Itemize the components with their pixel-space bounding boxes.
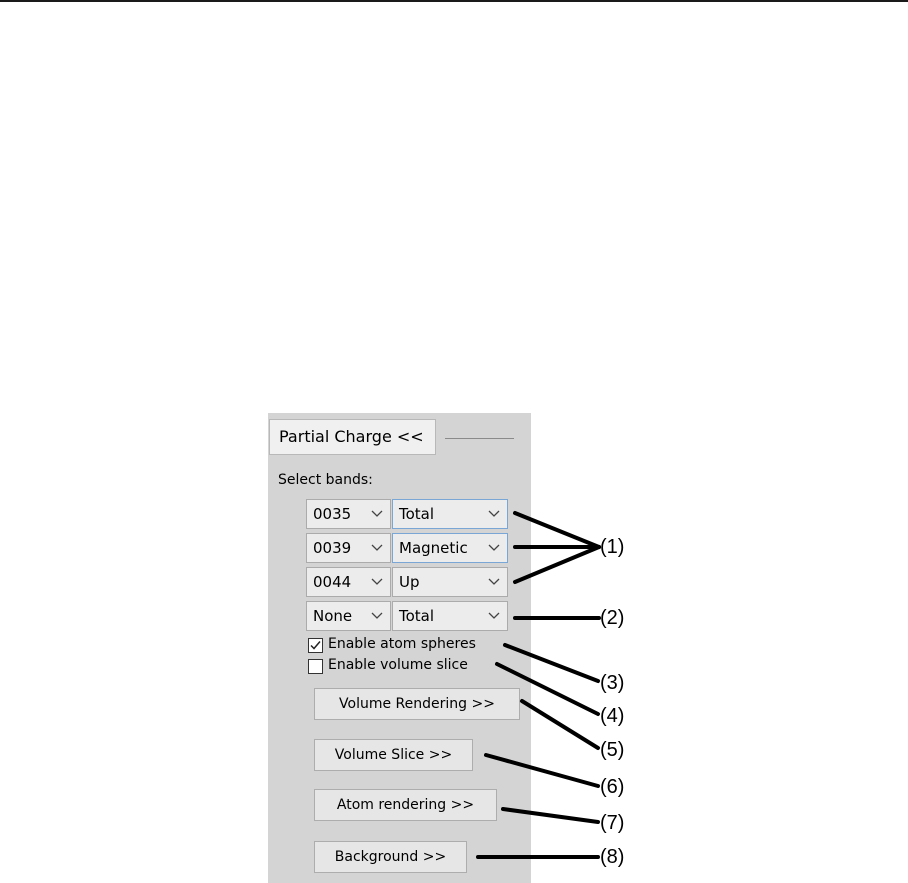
callout-label-1: (1) — [600, 536, 625, 558]
atom-rendering-button[interactable]: Atom rendering >> — [314, 789, 497, 821]
partial-charge-toggle-button[interactable]: Partial Charge << — [269, 419, 436, 455]
callout-label-3: (3) — [600, 672, 625, 694]
callout-label-2: (2) — [600, 607, 625, 629]
enable-atom-spheres-label: Enable atom spheres — [328, 636, 476, 652]
band-select-3-value: 0044 — [313, 573, 352, 591]
callout-line-1a — [515, 513, 599, 547]
callout-label-7: (7) — [600, 812, 625, 834]
mode-select-2-value: Magnetic — [399, 539, 468, 557]
mode-select-3-value: Up — [399, 573, 420, 591]
volume-slice-button[interactable]: Volume Slice >> — [314, 739, 473, 771]
volume-rendering-button[interactable]: Volume Rendering >> — [314, 688, 520, 720]
background-button[interactable]: Background >> — [314, 841, 467, 873]
callout-line-1c — [515, 547, 599, 582]
callout-line-4 — [497, 664, 598, 714]
callout-label-6: (6) — [600, 776, 625, 798]
band-select-1-value: 0035 — [313, 505, 352, 523]
mode-select-1-value: Total — [399, 505, 435, 523]
callout-line-7 — [503, 809, 598, 822]
callout-line-6 — [486, 755, 598, 786]
band-select-2-value: 0039 — [313, 539, 352, 557]
callout-label-5: (5) — [600, 739, 625, 761]
callout-label-8: (8) — [600, 846, 625, 868]
select-bands-label: Select bands: — [278, 472, 373, 488]
band-select-4-value: None — [313, 607, 353, 625]
callout-label-4: (4) — [600, 705, 625, 727]
enable-volume-slice-label: Enable volume slice — [328, 657, 468, 673]
mode-select-4-value: Total — [399, 607, 435, 625]
